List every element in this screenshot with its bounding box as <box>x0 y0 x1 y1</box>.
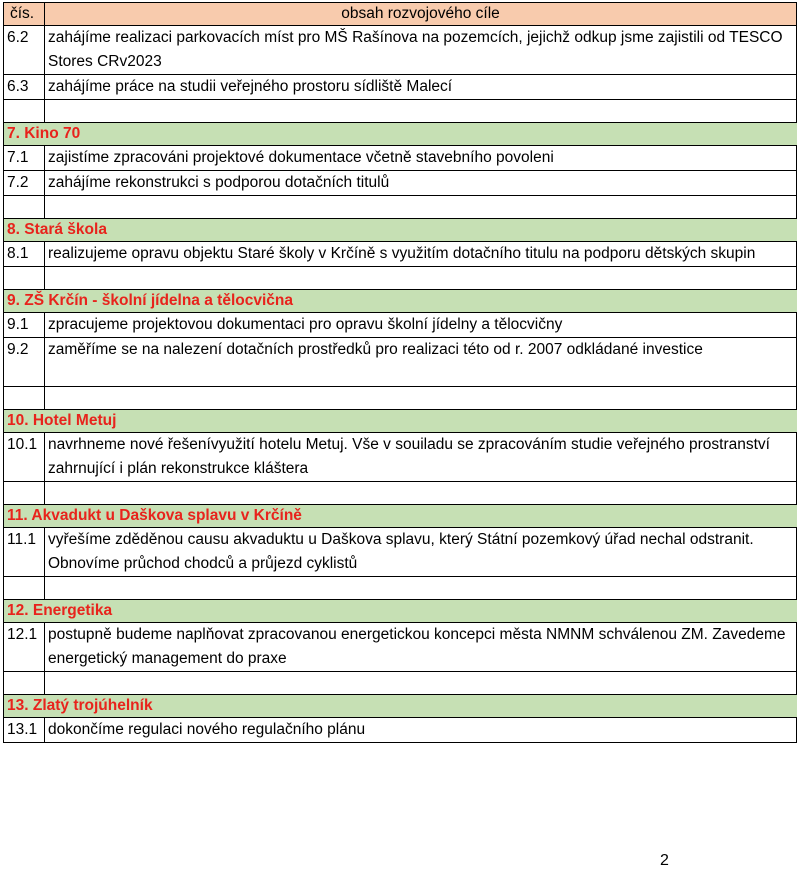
section-row <box>4 505 797 528</box>
table-row <box>4 26 797 75</box>
section-title: 12. Energetika <box>4 600 797 623</box>
section-row <box>4 219 797 242</box>
table-row <box>4 75 797 100</box>
goal-number: 9.2 <box>4 338 45 387</box>
section-row <box>4 600 797 623</box>
goal-text: navrhneme nové řešenívyužití hotelu Metuj. Vše v souiladu se zpracováním studie veřejného prostranství zahrnující i plán rekonstrukce kláštera <box>45 433 797 482</box>
section-title: 8. Stará škola <box>4 219 797 242</box>
blank-num-cell <box>4 482 45 505</box>
goal-number: 9.1 <box>4 313 45 338</box>
goal-number: 13.1 <box>4 718 45 743</box>
blank-text-cell <box>45 482 797 505</box>
table-row <box>4 146 797 171</box>
goal-number: 7.1 <box>4 146 45 171</box>
table-row <box>4 171 797 196</box>
goals-table-body <box>4 26 797 743</box>
blank-text-cell <box>45 387 797 410</box>
goal-number: 8.1 <box>4 242 45 267</box>
goal-number: 11.1 <box>4 528 45 577</box>
blank-text-cell <box>45 672 797 695</box>
table-row <box>4 242 797 267</box>
blank-num-cell <box>4 267 45 290</box>
blank-text-cell <box>45 577 797 600</box>
goal-text: realizujeme opravu objektu Staré školy v Krčíně s využitím dotačního titulu na podporu dětských skupin <box>45 242 797 267</box>
blank-row <box>4 196 797 219</box>
blank-num-cell <box>4 196 45 219</box>
blank-row <box>4 267 797 290</box>
blank-text-cell <box>45 100 797 123</box>
table-row <box>4 433 797 482</box>
blank-num-cell <box>4 387 45 410</box>
table-row <box>4 528 797 577</box>
goal-number: 6.3 <box>4 75 45 100</box>
goal-text: zaměříme se na nalezení dotačních prostředků pro realizaci této od r. 2007 odkládané investice <box>45 338 797 387</box>
section-title: 10. Hotel Metuj <box>4 410 797 433</box>
blank-row <box>4 482 797 505</box>
blank-row <box>4 100 797 123</box>
blank-num-cell <box>4 672 45 695</box>
table-row <box>4 718 797 743</box>
header-num: čís. <box>4 3 45 26</box>
section-title: 9. ZŠ Krčín - školní jídelna a tělocvična <box>4 290 797 313</box>
goal-text: zpracujeme projektovou dokumentaci pro opravu školní jídelny a tělocvičny <box>45 313 797 338</box>
blank-text-cell <box>45 267 797 290</box>
goal-number: 7.2 <box>4 171 45 196</box>
section-title: 7. Kino 70 <box>4 123 797 146</box>
goal-text: postupně budeme naplňovat zpracovanou energetickou koncepci města NMNM schválenou ZM. Zavedeme energetický management do praxe <box>45 623 797 672</box>
section-row <box>4 123 797 146</box>
table-header-row <box>4 3 797 26</box>
goal-number: 6.2 <box>4 26 45 75</box>
goal-text: zahájíme rekonstrukci s podporou dotačních titulů <box>45 171 797 196</box>
blank-text-cell <box>45 196 797 219</box>
goal-number: 12.1 <box>4 623 45 672</box>
goal-text: zajistíme zpracováni projektové dokumentace včetně stavebního povoleni <box>45 146 797 171</box>
header-content: obsah rozvojového cíle <box>45 3 797 26</box>
section-row <box>4 695 797 718</box>
section-title: 13. Zlatý trojúhelník <box>4 695 797 718</box>
blank-row <box>4 577 797 600</box>
page-number: 2 <box>660 852 669 869</box>
goal-number: 10.1 <box>4 433 45 482</box>
goal-text: dokončíme regulaci nového regulačního plánu <box>45 718 797 743</box>
goal-text: zahájíme realizaci parkovacích míst pro MŠ Rašínova na pozemcích, jejichž odkup jsme zajistili od TESCO Stores CRv2023 <box>45 26 797 75</box>
goal-text: vyřešíme zděděnou causu akvaduktu u Daškova splavu, který Státní pozemkový úřad nechal odstranit. Obnovíme průchod chodců a průjezd cyklistů <box>45 528 797 577</box>
table-row <box>4 623 797 672</box>
goals-table <box>3 2 797 743</box>
section-row <box>4 410 797 433</box>
table-row <box>4 313 797 338</box>
section-row <box>4 290 797 313</box>
blank-num-cell <box>4 577 45 600</box>
blank-row <box>4 672 797 695</box>
table-row <box>4 338 797 387</box>
section-title: 11. Akvadukt u Daškova splavu v Krčíně <box>4 505 797 528</box>
blank-row <box>4 387 797 410</box>
blank-num-cell <box>4 100 45 123</box>
goal-text: zahájíme práce na studii veřejného prostoru sídliště Malecí <box>45 75 797 100</box>
